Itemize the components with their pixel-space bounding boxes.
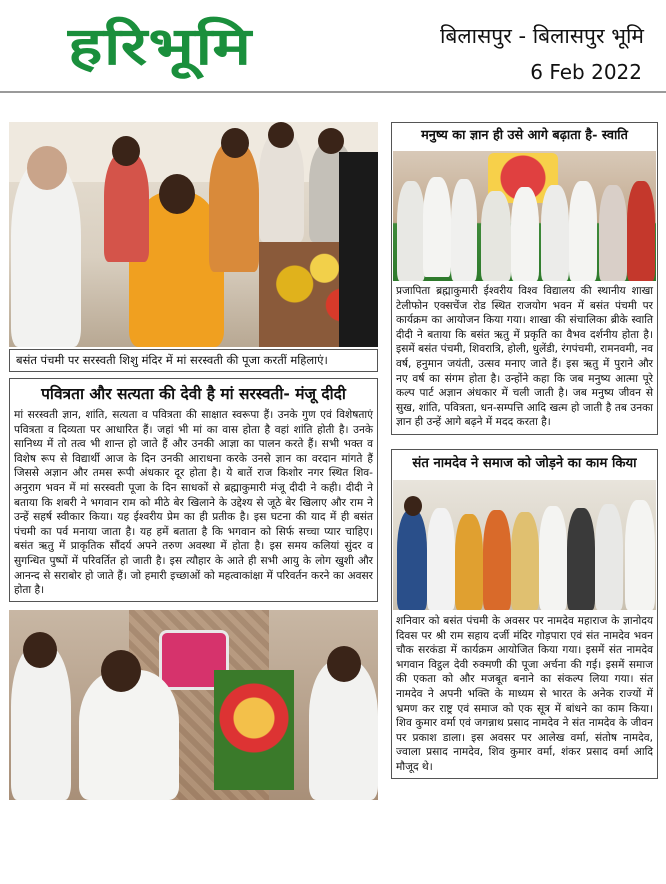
story2-headline: मनुष्य का ज्ञान ही उसे आगे बढ़ाता है- स्वाति	[421, 128, 628, 143]
story1-caption-text: बसंत पंचमी पर सरस्वती शिशु मंदिर में मां सरस्वती की पूजा करतीं महिलाएं।	[16, 353, 328, 367]
clipping-page	[0, 96, 666, 884]
publication-date: 6 Feb 2022	[530, 60, 642, 84]
right-column	[391, 122, 658, 779]
newspaper-header	[0, 0, 666, 92]
story1-article	[9, 378, 378, 602]
story3-body: शनिवार को बसंत पंचमी के अवसर पर नामदेव महाराज के ज्ञानोदय दिवस पर श्री राम सहाय दर्जी मंदिर गोड़पारा एवं संत नामदेव भवन चौक सरकंडा में कार्यक्रम आयोजित किया गया। इसमें संत नामदेव भगवान विट्ठल देवी रुक्मणी की पूजा अर्चना की गई। इसमें समाज की एकता को और मजबूत बनाने का संकल्प लिया गया। संत नामदेव ने अपनी भक्ति के माध्यम से भारत के अनेक राज्यों में भ्रमण कर राष्ट्र एवं समाज को एक सूत्र में बांधने का काम किया। शिव कुमार वर्मा एवं जगन्नाथ प्रसाद नामदेव ने संत नामदेव के जीवन पर प्रकाश डाला। इस अवसर पर आलेख वर्मा, संतोष नामदेव, ज्वाला प्रसाद नामदेव, शिव कुमार वर्मा, शंकर प्रसाद वर्मा आदि मौजूद थे।	[396, 614, 653, 773]
story3-article	[391, 449, 658, 780]
story1-caption	[9, 349, 378, 372]
story2-body: प्रजापिता ब्रह्माकुमारी ईश्वरीय विश्व विद्यालय की स्थानीय शाखा टेलीफोन एक्सचेंज रोड स्थित राजयोग भवन में बसंत पंचमी पर कार्यक्रम का आयोजन किया गया। शाखा की संचालिका ब्रीके स्वाति दीदी ने बताया कि बसंत ऋतु में प्रकृति का वैभव दर्शनीय होता है। इसमें बसंत पंचमी, शिवरात्रि, होली, धुलेंडी, रंगपंचमी, रामनवमी, नव वर्ष, हनुमान जयंती, उत्सव मनाए जाते हैं। इस ऋतु में पुराने और नए वर्ष का संगम होता है। उन्होंने कहा कि जब मनुष्य आत्मा पूरे कल्प पार्ट अज्ञान अंधकार में चली जाती है। जब मनुष्य जीवन से सुख, शांति, पवित्रता, धन-सम्पत्ति आदि खत्म हो जाती है तब उनका ज्ञान ही उन्हें आगे बढ़ने में मदद करता है।	[396, 285, 653, 429]
left-column	[9, 122, 378, 800]
story3-headline: संत नामदेव ने समाज को जोड़ने का काम किया	[412, 455, 637, 471]
story1-body: मां सरस्वती ज्ञान, शांति, सत्यता व पवित्रता की साक्षात स्वरूपा हैं। उनके गुण एवं विशेषताएं पवित्रता व दिव्यता पर आधारित हैं। जहां भी मां का वास होता है वहां शांति होती है। उनके सानिध्य में तो तत्व भी शान्त हो जाते हैं और उनकी आज्ञा का पालन करते हैं। सभी भक्त व विशेष रूप से विद्यार्थी आज के दिन उनकी आराधना करके उनसे ज्ञान का वरदान मांगते हैं जिससे अज्ञान और तमस रूपी अंधकार दूर होता है। ये बातें राज किशोर नगर स्थित शिव-अनुराग भवन में मां सरस्वती पूजा के दिन साधकों से ब्रह्माकुमारी मंजू दीदी ने कही। दीदी ने बताया कि शबरी ने भगवान राम को मीठे बेर खिलाने के उद्देश्य से जूठे बेर खिलाए और राम ने उन्हें सहर्ष स्वीकार किया। यह ईश्वरीय प्रेम का ही प्रतीक है। इस घटना की याद में ही बसंत पंचमी का पर्व मनाया जाता है। यह हमें बताता है कि भगवान को सिर्फ सच्चा प्यार चाहिए। बसंत ऋतु में प्राकृतिक सौंदर्य अपने तरुण अवस्था में होता है। इस समय कलियां सुंदर व सुगन्धित पुष्पों में परिवर्तित हो जाती है। इस त्यौहार के आते ही सभी आयु के लोग खुशी और आनन्द से सराबोर हो जाते हैं। जो हमारी इच्छाओं को महत्वाकांक्षा में परिवर्तन करने का अवसर होता है।	[14, 409, 373, 597]
story3-photo	[393, 480, 656, 610]
story2-article	[391, 122, 658, 435]
masthead-logo: हरिभूमि	[68, 17, 253, 77]
story1-photo	[9, 122, 378, 347]
story1-second-photo	[9, 610, 378, 800]
story1-headline: पवित्रता और सत्यता की देवी है मां सरस्वती- मंजू दीदी	[41, 385, 346, 403]
header-divider	[0, 91, 666, 93]
edition-label: बिलासपुर - बिलासपुर भूमि	[439, 24, 644, 48]
story2-photo	[393, 151, 656, 281]
